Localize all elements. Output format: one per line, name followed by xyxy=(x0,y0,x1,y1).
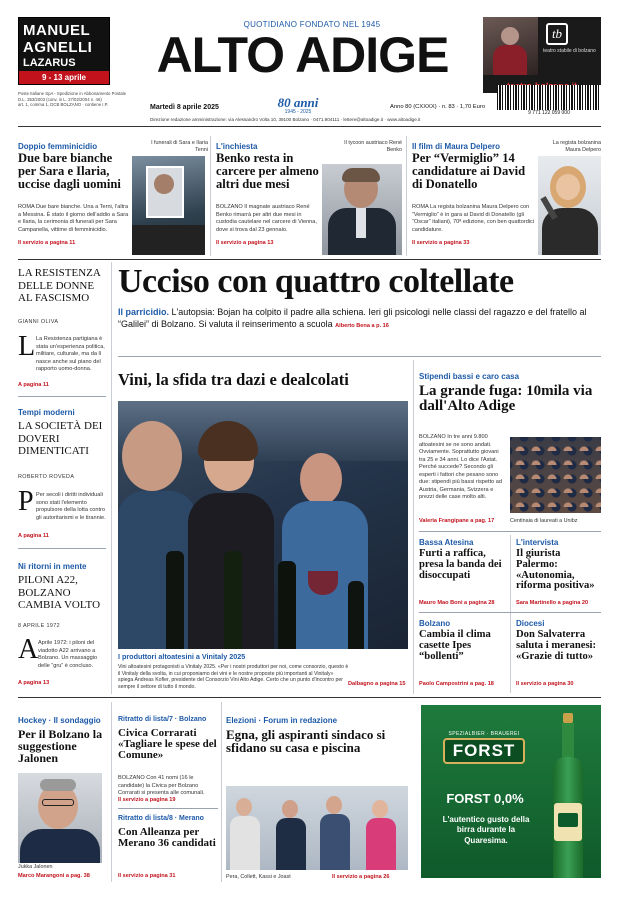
left3-headline[interactable]: PILONI A22, BOLZANO CAMBIA VOLTO xyxy=(18,574,101,612)
intervista-kicker: L'intervista xyxy=(516,538,559,547)
fuga-headline[interactable]: La grande fuga: 10mila via dall'Alto Adige xyxy=(419,383,593,415)
masthead-issue: Anno 80 (CXXXX) · n. 83 · 1,70 Euro xyxy=(390,104,486,110)
ritratto1-kicker: Ritratto di lista/7 · Bolzano xyxy=(118,716,207,723)
ad-lazarus-dates: 9 - 13 aprile xyxy=(19,71,109,84)
ad-teatro[interactable] xyxy=(483,17,601,93)
masthead-tagline: QUOTIDIANO FONDATO NEL 1945 xyxy=(243,20,381,29)
forst-tag: SPEZIALBIER · BRAUEREI xyxy=(448,731,520,737)
left1-author: GIANNI OLIVA xyxy=(18,319,59,325)
masthead-rule xyxy=(18,126,601,127)
barcode-number: 9 771 122 059 000 xyxy=(497,110,601,116)
barcode xyxy=(497,85,601,115)
left1-headline[interactable]: LA RESISTENZA DELLE DONNE AL FASCISMO xyxy=(18,267,101,305)
main-deck: L'autopsia: Bojan ha colpito il padre alla schiena. Ieri gli psicologi nelle classi del ragazzo e del fratello al “Galilei” di Bolzano. Si valuta il reinserimento a scuola xyxy=(118,307,587,330)
ad-lazarus-line3: LAZARUS xyxy=(23,57,76,69)
ad-lazarus-line1: MANUEL xyxy=(23,22,91,39)
clima-ref[interactable]: Paolo Campostrini a pag. 18 xyxy=(419,681,494,687)
top1-caption: I funerali di Sara e Ilaria Tenni xyxy=(151,140,208,153)
top1-ref[interactable]: Il servizio a pagina 11 xyxy=(18,240,76,246)
feature-headline[interactable]: Vini, la sfida tra dazi e dealcolati xyxy=(118,370,349,389)
theatre-logo-icon: tb xyxy=(546,23,568,45)
left2-kicker: Tempi moderni xyxy=(18,408,75,417)
left1-ref[interactable]: A pagina 11 xyxy=(18,382,49,388)
left2-headline[interactable]: LA SOCIETÀ DEI DOVERI DIMENTICATI xyxy=(18,420,103,458)
egna-caption: Pera, Collett, Kassi e Joast xyxy=(226,874,291,880)
top2-caption: Il tycoon austriaco René Benko xyxy=(344,140,402,153)
top2-photo xyxy=(322,164,402,255)
ad-lazarus-line2: AGNELLI xyxy=(23,39,93,56)
main-ref[interactable]: Alberto Bena a p. 16 xyxy=(335,323,389,330)
forst-slogan: L'autentico gusto della birra durante la Quaresima. xyxy=(442,815,530,845)
left1-dropcap: L xyxy=(18,331,36,362)
clima-kicker: Bolzano xyxy=(419,619,451,628)
intervista-headline[interactable]: Il giurista Palermo: «Autonomia, riforma positiva» xyxy=(516,548,595,592)
legal-line: Poste Italiane SpA - Spedizione in Abbonamento Postale xyxy=(18,91,126,96)
fuga-body: BOLZANO In tre anni 9.800 altoatesini se ne sono andati. Ovviamente. Soprattutto giovani tra 25 e 34 anni. Lo dice l'Astat. Perché succede? Secondo gli esperti i fattori che pesano sono due: stipendi più bassi rispetto ad Austria, Germania, Svizzera e prezzi delle case molto alti. xyxy=(419,434,503,501)
ad-forst[interactable] xyxy=(421,705,601,878)
masthead-title: ALTO ADIGE xyxy=(156,27,449,83)
egna-photo xyxy=(226,786,408,870)
left3-body: Aprile 1972: i piloni del viadotto A22 arrivano a Bolzano. Un massaggio delle “gru” è concluso. xyxy=(38,640,98,669)
diocesi-headline[interactable]: Don Salvaterra saluta i meranesi: «Grazie di tutto» xyxy=(516,629,597,662)
left2-ref[interactable]: A pagina 11 xyxy=(18,533,49,539)
feature-photo xyxy=(118,401,408,649)
top-stories-rule xyxy=(18,259,601,260)
feature-divider xyxy=(413,360,414,694)
ritratto1-body: BOLZANO Con 41 nomi (16 le candidate) la Civica per Bolzano Corrarati si presenta alle comunali. xyxy=(118,775,205,797)
top-divider-1 xyxy=(210,136,211,256)
left-rule-1 xyxy=(18,396,106,397)
main-rule xyxy=(118,356,601,357)
clima-headline[interactable]: Cambia il clima casette Ipes “bollenti” xyxy=(419,629,491,662)
top3-body: ROMA La regista bolzanina Maura Delpero con “Vermiglio” è in gara ai David di Donatello (gli “Oscar” italiani), 70ª edizione, con ben quattordici candidature. xyxy=(412,204,535,233)
masthead-date: Martedì 8 aprile 2025 xyxy=(150,104,219,111)
top1-kicker: Doppio femminicidio xyxy=(18,142,98,151)
top3-caption: La regista bolzanina Maura Delpero xyxy=(552,140,601,153)
hockey-headline[interactable]: Per il Bolzano la suggestione Jalonen xyxy=(18,727,103,766)
forst-product: FORST 0,0% xyxy=(446,791,524,806)
anniversary-years: 1945 - 2025 xyxy=(284,109,312,115)
left2-body: Per secoli i diritti individuali sono stati l'elemento propulsore della lotta contro gli autoritarismi e le tirannie. xyxy=(36,492,106,521)
ad-teatro-small: teatro stabile di bolzano xyxy=(543,48,596,54)
diocesi-kicker: Diocesi xyxy=(516,619,545,628)
top1-headline[interactable]: Due bare bianche per Sara e Ilaria, uccise dagli uomini xyxy=(18,151,121,191)
right-grid-divider xyxy=(510,535,511,693)
hockey-photo xyxy=(18,773,102,863)
forst-logo xyxy=(443,738,525,764)
ritratto1-headline[interactable]: Civica Corrarati «Tagliare le spese del Comune» xyxy=(118,727,217,762)
egna-ref[interactable]: Il servizio a pagina 26 xyxy=(332,874,390,880)
egna-headline[interactable]: Egna, gli aspiranti sindaco si sfidano su casa e piscina xyxy=(226,727,386,756)
top2-kicker: L'inchiesta xyxy=(216,142,258,151)
feature-ref[interactable]: Dalbagno a pagina 15 xyxy=(348,681,406,687)
top2-body: BOLZANO Il magnate austriaco René Benko rimarrà per altri due mesi in custodia cautelare nel carcere di Vienna, dove si trova dal 23 gennaio. xyxy=(216,204,317,233)
top3-photo xyxy=(538,156,601,255)
left-column-divider xyxy=(111,262,112,694)
main-headline[interactable]: Ucciso con quattro coltellate xyxy=(118,263,514,300)
ad-lazarus[interactable] xyxy=(18,17,110,85)
top3-ref[interactable]: Il servizio a pagina 33 xyxy=(412,240,470,246)
anniversary-badge xyxy=(258,96,338,115)
legal-line: D.L. 353/2003 (conv. in L. 27/02/2004 n. 46) xyxy=(18,96,102,102)
furti-kicker: Bassa Atesina xyxy=(419,538,474,547)
left2-dropcap: P xyxy=(18,486,34,517)
forst-brand: FORST xyxy=(452,741,516,760)
ritratto2-kicker: Ritratto di lista/8 · Merano xyxy=(118,815,204,822)
hockey-kicker: Hockey · Il sondaggio xyxy=(18,716,101,725)
feature-photo-title: I produttori altoatesini a Vinitaly 2025 xyxy=(118,652,246,661)
right-rule-2 xyxy=(419,612,601,613)
masthead-address: Direzione redazione amministrazione: via Alessandro Volta 10, 39100 Bolzano · 0471.904111 · lettere@altoadige.it · www.altoadige.it xyxy=(150,117,421,122)
ad-teatro-photo xyxy=(483,17,538,75)
left3-dropcap: A xyxy=(18,634,39,665)
fuga-ref[interactable]: Valeria Frangipane a pag. 17 xyxy=(419,518,495,524)
furti-ref[interactable]: Mauro Mao Boni a pagina 28 xyxy=(419,600,495,606)
furti-headline[interactable]: Furti a raffica, presa la banda dei disoccupati xyxy=(419,548,502,581)
left2-author: ROBERTO ROVEDA xyxy=(18,474,75,480)
main-deck-wrap xyxy=(118,306,601,331)
hockey-ref[interactable]: Marco Marangoni a pag. 38 xyxy=(18,873,90,879)
ritratto2-ref[interactable]: Il servizio a pagina 31 xyxy=(118,873,176,879)
left3-ref[interactable]: A pagina 13 xyxy=(18,680,50,686)
top1-photo xyxy=(132,156,205,255)
ritratti-rule xyxy=(118,808,218,809)
bottom-divider-1 xyxy=(111,702,112,882)
top3-headline[interactable]: Per “Vermiglio” 14 candidature ai David di Donatello xyxy=(412,151,526,191)
egna-kicker: Elezioni · Forum in redazione xyxy=(226,716,338,725)
left-rule-2 xyxy=(18,548,106,549)
left1-body: La Resistenza partigiana è stata un'esperienza politica, militare, culturale, ma da lì nasce anche sul piano del rapporto uomo-donna. xyxy=(36,336,105,373)
intervista-ref[interactable]: Sara Martinello a pagina 20 xyxy=(516,600,589,606)
anniversary-title: 80 anni xyxy=(277,95,319,110)
diocesi-ref[interactable]: Il servizio a pagina 30 xyxy=(516,681,574,687)
beer-bottle-icon xyxy=(551,713,585,878)
fuga-kicker: Stipendi bassi e caro casa xyxy=(419,372,520,381)
hockey-caption: Jukka Jalonen xyxy=(18,864,53,870)
feature-caption: Vini altoatesini protagonisti a Vinitaly 2025. «Per i nostri produttori per noi, come consorzio, questo è il Vinitaly della svolta, in cui proponiamo dei vini e le nostre proposte più importanti al Vinitaly» spiega Andreas Kofler, presidente del Consorzio Vini Alto Adige. Certo che un punto d'incontro per sempre il settore di tutto il mondo. xyxy=(118,664,349,690)
ritratto1-ref[interactable]: Il servizio a pagina 19 xyxy=(118,797,176,803)
top3-kicker: Il film di Maura Delpero xyxy=(412,142,501,151)
top2-headline[interactable]: Benko resta in carcere per almeno altri due mesi xyxy=(216,151,319,191)
masthead-legal xyxy=(18,91,138,108)
bottom-rule xyxy=(18,697,601,698)
fuga-photo xyxy=(510,437,601,513)
main-kicker: Il parricidio. xyxy=(118,307,170,317)
left3-kicker: Ni ritorni in mente xyxy=(18,562,87,571)
fuga-caption: Centinaia di laureati a Unibz xyxy=(510,518,578,524)
top-divider-2 xyxy=(406,136,407,256)
ritratto2-headline[interactable]: Con Alleanza per Merano 36 candidati xyxy=(118,826,216,850)
left3-author: 8 APRILE 1972 xyxy=(18,623,61,629)
right-rule-1 xyxy=(419,531,601,532)
top1-body: ROMA Due bare bianche. Una a Terni, l'altra a Messina. È stato il giorno dell'addio a Sara e Ilaria, la cerimonia di funerali per Sara Campanella, vittime di femminicidio. xyxy=(18,204,129,233)
top2-ref[interactable]: Il servizio a pagina 13 xyxy=(216,240,274,246)
legal-line: art. 1, comma 1, DCB BOLZANO · contiene I.P. xyxy=(18,102,109,108)
bottom-divider-2 xyxy=(221,702,222,882)
